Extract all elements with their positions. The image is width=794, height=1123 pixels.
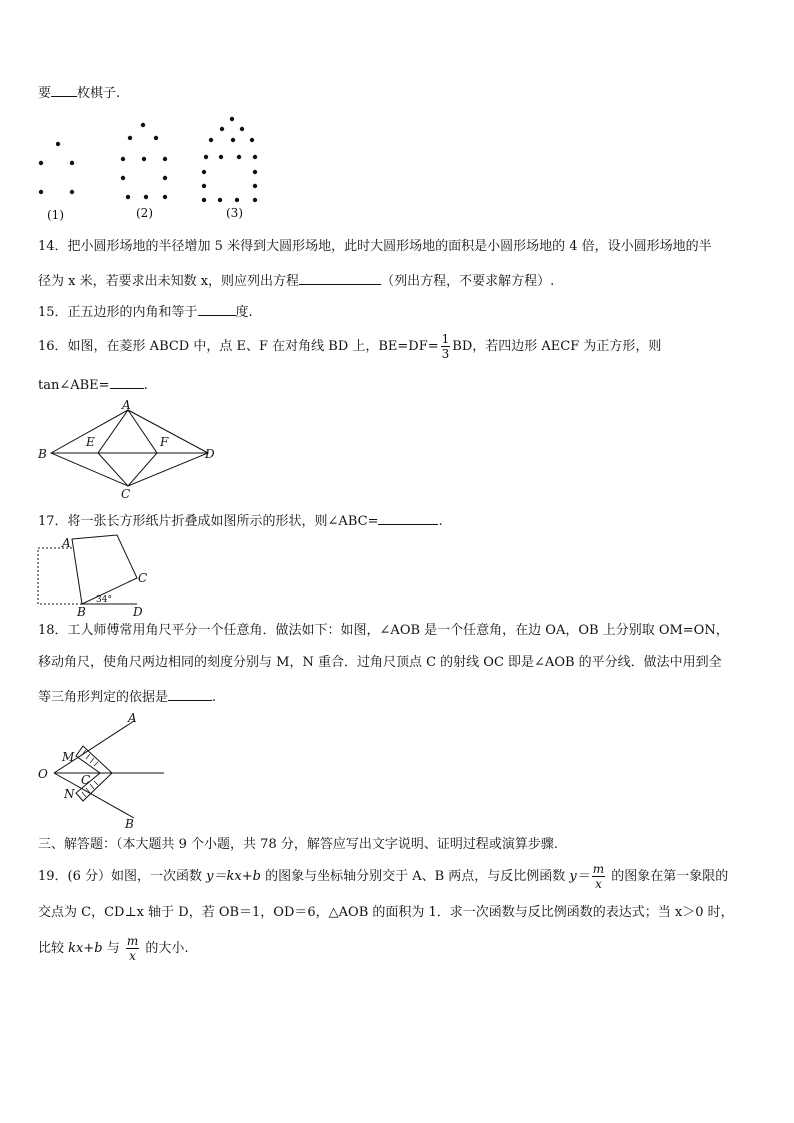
q17-pre: 17．将一张长方形纸片折叠成如图所示的形状，则∠ABC=	[38, 514, 379, 529]
q16-frac-num: 1	[441, 332, 450, 346]
q13-blank	[51, 82, 77, 97]
q13-dot-figure	[30, 110, 270, 225]
angle-label: 34°	[96, 595, 112, 605]
q16-tan: tan∠ABE=	[38, 378, 110, 393]
q14-line2	[38, 270, 554, 291]
q19-l3-expr: kx+b	[68, 941, 103, 956]
fig-label-1: (1)	[47, 208, 64, 222]
q16-pre: 16．如图，在菱形 ABCD 中，点 E、F 在对角线 BD 上，BE=DF=	[38, 339, 439, 354]
q13-post: 枚棋子.	[77, 86, 121, 101]
q18-line3	[38, 686, 216, 707]
fig-label-3: (3)	[226, 206, 243, 220]
q16-frac-den: 3	[441, 347, 450, 361]
q19-l3-frac-num: m	[126, 934, 139, 948]
label-a: A	[62, 536, 71, 550]
label-a: A	[128, 711, 137, 725]
q19-line2: 交点为 C，CD⊥x 轴于 D，若 OB＝1，OD＝6，△AOB 的面积为 1．求一次函数与反比例函数的表达式；当 x＞0 时，	[38, 905, 734, 920]
q13-pre: 要	[38, 86, 52, 101]
label-b: B	[125, 817, 134, 831]
q18-line1: 18．工人师傅常用角尺平分一个任意角．做法如下：如图，∠AOB 是一个任意角，在边 OA，OB 上分别取 OM=ON，	[38, 623, 729, 638]
q19-l3-pre: 比较	[38, 941, 69, 956]
q15	[38, 301, 253, 322]
dot-pattern-3	[202, 117, 257, 202]
label-d: D	[205, 447, 215, 461]
q19-line3	[38, 930, 189, 968]
q17	[38, 510, 443, 531]
label-b: B	[77, 605, 86, 618]
q16-line2	[38, 374, 148, 395]
q19-linear-func: y＝kx+b	[206, 869, 261, 884]
label-c: C	[81, 773, 91, 787]
q19-mid: 的图象与坐标轴分别交于 A、B 两点，与反比例函数	[260, 869, 570, 884]
label-c: C	[121, 487, 131, 501]
angle-bisector-figure	[34, 708, 174, 833]
q18-blank	[168, 686, 212, 701]
q14-pre: 径为 x 米，若要求出未知数 x，则应列出方程	[38, 274, 300, 289]
q19-l3-mid: 与	[102, 941, 124, 956]
q15-pre: 15．正五边形的内角和等于	[38, 305, 198, 320]
label-n: N	[64, 787, 75, 801]
q19-fraction	[592, 862, 605, 891]
label-c: C	[138, 571, 148, 585]
label-f: F	[160, 435, 169, 449]
label-e: E	[86, 435, 95, 449]
q16-fraction	[441, 332, 451, 361]
q19-frac-num: m	[592, 862, 605, 876]
folded-flap	[72, 535, 137, 604]
q19-l3-frac-den: x	[129, 949, 136, 963]
folded-paper-figure	[34, 532, 159, 618]
label-b: B	[38, 447, 47, 461]
q17-blank	[378, 510, 438, 525]
q16-end: .	[143, 378, 148, 393]
q15-blank	[198, 301, 236, 316]
q19-pre: 19．(6 分）如图，一次函数	[38, 869, 207, 884]
dashed-original-edge	[38, 548, 82, 604]
q19-frac-den: x	[595, 877, 602, 891]
q19-post: 的图象在第一象限的	[607, 869, 729, 884]
q18-line2: 移动角尺，使角尺两边相同的刻度分别与 M，N 重合．过角尺顶点 C 的射线 OC 即是∠AOB 的平分线．做法中用到全	[38, 655, 722, 670]
q14-line1: 14．把小圆形场地的半径增加 5 米得到大圆形场地，此时大圆形场地的面积是小圆形场地的 4 倍，设小圆形场地的半	[38, 239, 712, 254]
rhombus-figure	[34, 398, 220, 502]
fig-label-2: (2)	[136, 206, 153, 220]
q16-line1	[38, 330, 661, 364]
q19-l3-post: 的大小.	[141, 941, 189, 956]
q19-line1	[38, 858, 728, 896]
label-o: O	[38, 767, 48, 781]
q18-pre: 等三角形判定的依据是	[38, 690, 169, 705]
q16-blank	[110, 374, 144, 389]
q13-tail	[38, 82, 120, 103]
label-d: D	[133, 605, 143, 618]
q18-post: .	[212, 690, 217, 705]
label-m: M	[62, 750, 75, 764]
q19-l3-fraction	[126, 934, 139, 963]
dot-pattern-1	[39, 142, 74, 194]
dot-pattern-2	[121, 123, 167, 199]
q15-post: 度.	[235, 305, 253, 320]
q19-inverse-func: y＝	[569, 869, 590, 884]
section-3-heading: 三、解答题：（本大题共 9 个小题，共 78 分，解答应写出文字说明、证明过程或演算步骤.	[38, 837, 558, 852]
q16-post: BD，若四边形 AECF 为正方形，则	[452, 339, 662, 354]
q14-post: （列出方程，不要求解方程）.	[381, 274, 555, 289]
ray-oa	[54, 721, 134, 773]
q14-blank	[299, 270, 381, 285]
rhombus-abcd	[51, 410, 208, 486]
label-a: A	[122, 398, 131, 412]
q17-post: .	[438, 514, 443, 529]
